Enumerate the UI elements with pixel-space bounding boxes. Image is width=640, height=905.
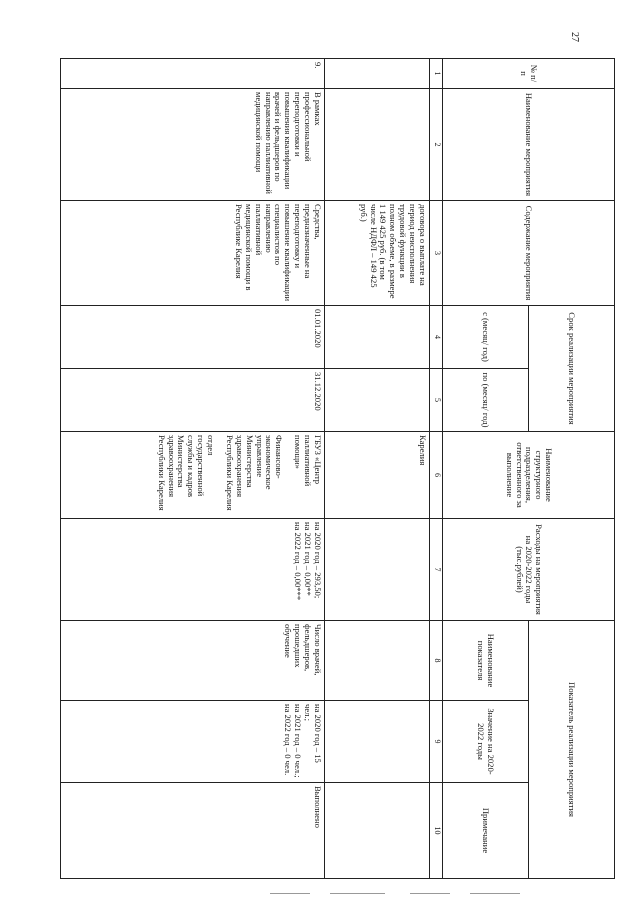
- responsible-departments: [61, 432, 325, 519]
- expenses-2022: на 2022 год – 0,00***: [293, 522, 304, 601]
- period-to: 31.12.2020: [61, 369, 325, 432]
- measures-table: [60, 58, 615, 879]
- column-number: 9: [430, 701, 443, 783]
- table-row-continuation: [325, 59, 430, 879]
- header-num: № п/ п: [443, 59, 615, 89]
- column-number: 7: [430, 519, 443, 621]
- rotated-table-wrapper: [60, 58, 615, 878]
- continuation-department: Карелия: [325, 432, 430, 519]
- column-number-row: [430, 59, 443, 879]
- column-number: 4: [430, 306, 443, 369]
- header-period-from: с (месяц/ год): [443, 306, 529, 369]
- measure-name: В рамках профессиональной переподготовки и повышения квалификации врачей и фельдшеров по направлению паллиативной медицинской помощи: [61, 89, 325, 201]
- indicator-value-2020: на 2020 год – 15 чел.;: [303, 704, 323, 763]
- header-period-to: по (месяц/ год): [443, 369, 529, 432]
- header-indicator-group: Показатель реализации мероприятия: [529, 621, 615, 879]
- header-department: Наименование структурного подразделения, ответственного за выполнение: [443, 432, 615, 519]
- expenses-2021: на 2021 год – 0,00**: [303, 522, 314, 596]
- column-number: 1: [430, 59, 443, 89]
- row-number: 9.: [61, 59, 325, 89]
- indicator-value-2021: на 2021 год – 0 чел.;: [293, 704, 304, 778]
- continuation-content: договора о выплате на период неисполнения трудовой функции в полном объеме, в размере 1 149 425 руб. (в том числе НДФЛ – 149 425 руб.): [325, 201, 430, 306]
- column-number: 5: [430, 369, 443, 432]
- indicator-name: Число врачей, фельдшеров, прошедших обучение: [61, 621, 325, 701]
- note: Выполнено: [61, 783, 325, 879]
- table-row-9: [61, 59, 325, 879]
- scan-edge-marks: [270, 893, 530, 897]
- department-2: Финансово-экономическое управление Министерства здравоохранения Республики Карелия: [225, 435, 285, 511]
- header-period-group: Срок реализации мероприятия: [529, 306, 615, 432]
- column-number: 3: [430, 201, 443, 306]
- page-number: 27: [569, 32, 580, 42]
- column-number: 2: [430, 89, 443, 201]
- expenses-2020: на 2020 год – 293,50;: [313, 522, 323, 599]
- header-name: Наименование мероприятия: [443, 89, 615, 201]
- header-indicator-value: Значение на 2020-2022 годы: [443, 701, 529, 783]
- column-number: 8: [430, 621, 443, 701]
- indicator-value-2022: на 2022 год – 0 чел.: [283, 704, 294, 776]
- department-1: ГБУЗ «Центр паллиативной помощи»: [293, 435, 323, 487]
- header-indicator-name: Наименование показателя: [443, 621, 529, 701]
- header-note: Примечание: [443, 783, 529, 879]
- column-number: 6: [430, 432, 443, 519]
- indicator-value: [61, 701, 325, 783]
- header-row-1: [529, 59, 615, 879]
- period-from: 01.01.2020: [61, 306, 325, 369]
- header-expenses: Расходы на мероприятия на 2020-2022 годы (тыс.рублей): [443, 519, 615, 621]
- expenses: [61, 519, 325, 621]
- column-number: 10: [430, 783, 443, 879]
- header-content: Содержание мероприятия: [443, 201, 615, 306]
- measure-content: Средства, предназначенные на переподготовку и повышение квалификации специалистов по направлению паллиативной медицинской помощи в Республике Карелия: [61, 201, 325, 306]
- department-3: отдел государственной службы и кадров Министерства здравоохранения Республики Карелия: [156, 435, 217, 511]
